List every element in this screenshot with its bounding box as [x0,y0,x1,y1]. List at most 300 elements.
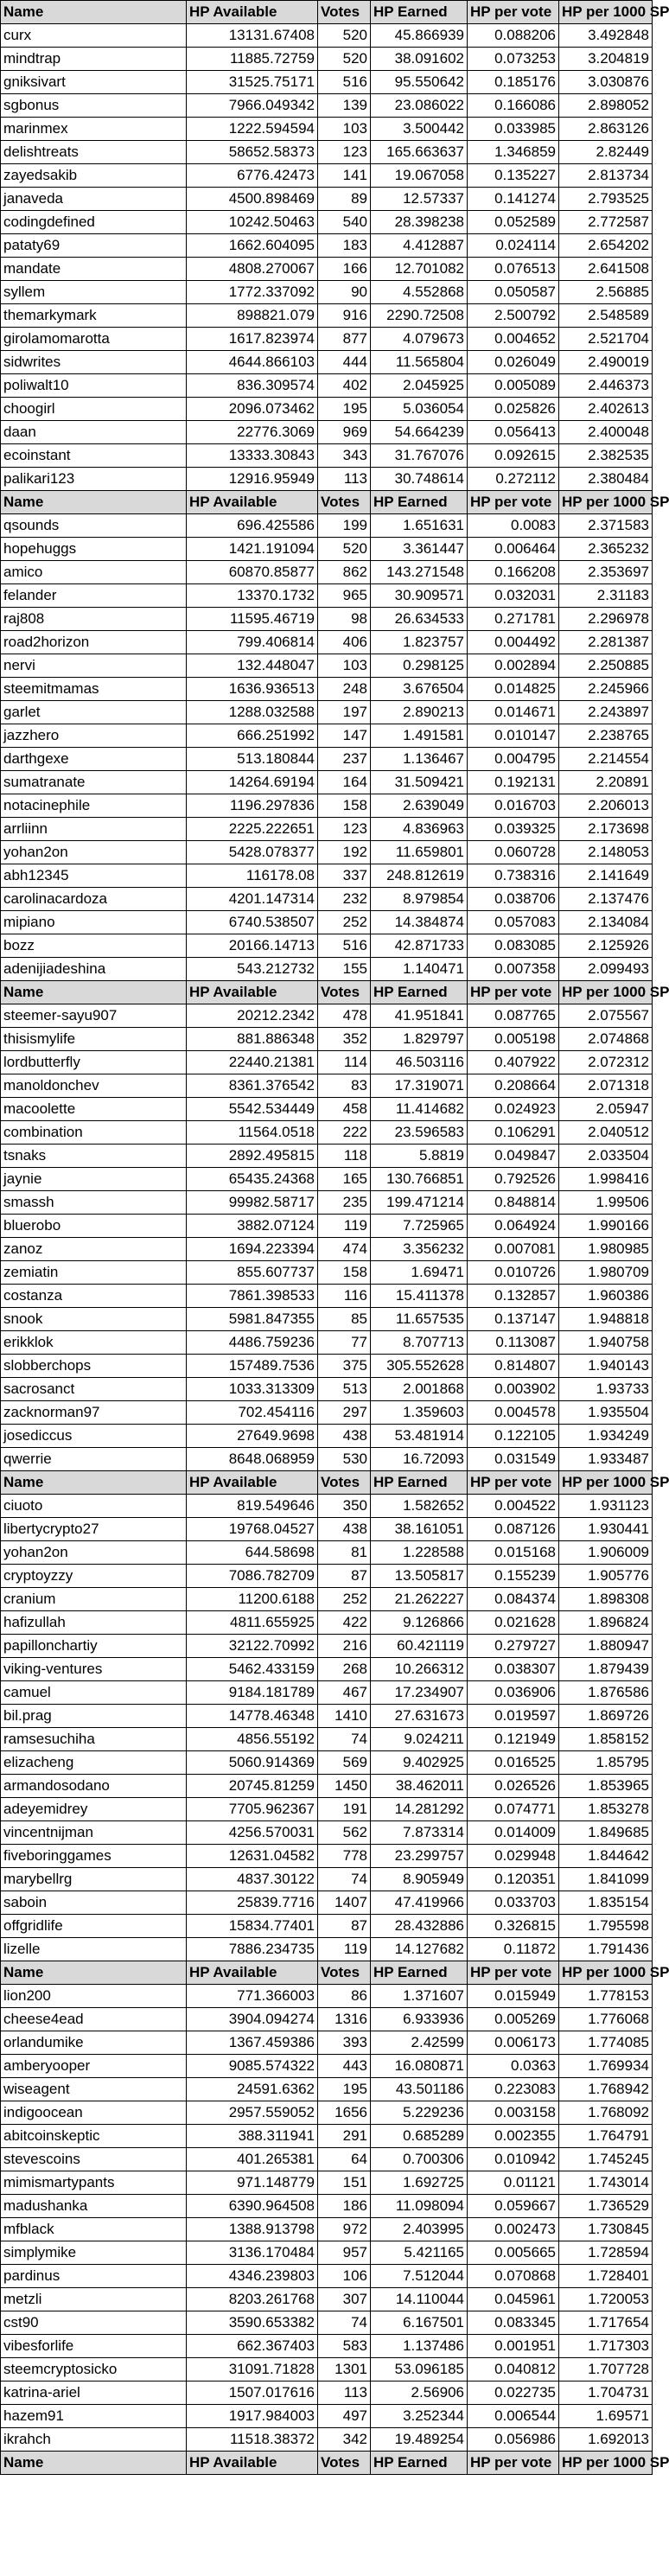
name-cell: poliwalt10 [1,374,187,398]
hp-earned-cell: 2.890213 [371,701,468,724]
hp-earned-cell: 13.505817 [371,1565,468,1588]
table-row [1,1285,653,1308]
hp-per-1000-sp-cell: 1.85795 [559,1751,653,1775]
hp-per-vote-cell: 0.033703 [468,1891,559,1915]
votes-cell: 307 [318,2288,371,2311]
hp-earned-cell: 14.127682 [371,1938,468,1961]
hp-earned-cell: 15.411378 [371,1285,468,1308]
hp-available-cell: 8203.261768 [187,2288,318,2311]
hp-earned-cell: 28.432886 [371,1915,468,1938]
name-cell: tsnaks [1,1145,187,1168]
hp-available-cell: 2957.559052 [187,2101,318,2125]
hp-earned-cell: 53.096185 [371,2358,468,2382]
hp-per-1000-sp-cell: 1.906009 [559,1541,653,1565]
hp-available-cell: 2096.073462 [187,398,318,421]
hp-available-cell: 12631.04582 [187,1845,318,1868]
hp-earned-cell: 38.091602 [371,48,468,71]
table-row [1,864,653,888]
hp-earned-cell: 16.080871 [371,2055,468,2078]
votes-cell: 118 [318,1145,371,1168]
name-cell: darthgexe [1,748,187,771]
hp-earned-cell: 130.766851 [371,1168,468,1191]
hp-per-vote-cell: 0.010147 [468,724,559,748]
hp-available-cell: 696.425586 [187,514,318,538]
votes-cell: 343 [318,444,371,468]
hp-earned-cell: 199.471214 [371,1191,468,1215]
hp-available-cell: 132.448047 [187,654,318,678]
hp-per-1000-sp-cell: 1.960386 [559,1285,653,1308]
votes-cell: 103 [318,654,371,678]
hp-per-1000-sp-cell: 1.935504 [559,1401,653,1425]
hp-earned-cell: 12.701082 [371,258,468,281]
name-cell: indigoocean [1,2101,187,2125]
hp-earned-cell: 2.639049 [371,794,468,818]
name-cell: ciuoto [1,1495,187,1518]
name-cell: ecoinstant [1,444,187,468]
votes-cell: 195 [318,2078,371,2101]
hp-earned-cell: 2290.72508 [371,304,468,328]
hp-available-cell: 3590.653382 [187,2311,318,2335]
hp-available-cell: 11518.38372 [187,2428,318,2452]
name-cell: adeyemidrey [1,1798,187,1821]
hp-available-cell: 1288.032588 [187,701,318,724]
column-header: HP Earned [371,1,468,24]
hp-per-vote-cell: 0.007358 [468,958,559,981]
hp-earned-cell: 7.512044 [371,2265,468,2288]
hp-earned-cell: 28.398238 [371,211,468,234]
hp-available-cell: 702.454116 [187,1401,318,1425]
table-row [1,561,653,584]
hp-earned-cell: 1.137486 [371,2335,468,2358]
hp-per-vote-cell: 0.002473 [468,2218,559,2241]
hp-per-vote-cell: 0.033985 [468,118,559,141]
hp-per-vote-cell: 0.088206 [468,24,559,48]
hp-per-1000-sp-cell: 1.858152 [559,1728,653,1751]
hp-earned-cell: 2.42599 [371,2031,468,2055]
votes-cell: 1450 [318,1775,371,1798]
table-row [1,1635,653,1658]
hp-per-vote-cell: 0.010726 [468,1261,559,1285]
hp-available-cell: 4856.55192 [187,1728,318,1751]
hp-available-cell: 58652.58373 [187,141,318,164]
votes-cell: 350 [318,1495,371,1518]
hp-earned-cell: 23.299757 [371,1845,468,1868]
hp-earned-cell: 4.079673 [371,328,468,351]
hp-available-cell: 24591.6362 [187,2078,318,2101]
hp-available-cell: 4346.239803 [187,2265,318,2288]
hp-earned-cell: 8.979854 [371,888,468,911]
votes-cell: 81 [318,1541,371,1565]
votes-cell: 540 [318,211,371,234]
votes-cell: 103 [318,118,371,141]
votes-cell: 158 [318,1261,371,1285]
hp-per-vote-cell: 0.113087 [468,1331,559,1355]
votes-cell: 166 [318,258,371,281]
column-header: HP per vote [468,1961,559,1985]
table-row [1,281,653,304]
hp-per-1000-sp-cell: 1.745245 [559,2148,653,2171]
hp-available-cell: 3136.170484 [187,2241,318,2265]
table-row [1,468,653,491]
hp-available-cell: 7086.782709 [187,1565,318,1588]
table-row [1,1051,653,1074]
hp-per-1000-sp-cell: 1.743014 [559,2171,653,2195]
hp-earned-cell: 17.234907 [371,1681,468,1705]
hp-per-1000-sp-cell: 1.980985 [559,1238,653,1261]
hp-available-cell: 5428.078377 [187,841,318,864]
votes-cell: 192 [318,841,371,864]
name-cell: lordbutterfly [1,1051,187,1074]
votes-cell: 352 [318,1028,371,1051]
name-cell: hazem91 [1,2405,187,2428]
name-cell: josediccus [1,1425,187,1448]
name-cell: road2horizon [1,631,187,654]
hp-available-cell: 31091.71828 [187,2358,318,2382]
hp-earned-cell: 31.509421 [371,771,468,794]
votes-cell: 778 [318,1845,371,1868]
table-row [1,1985,653,2008]
table-row [1,1798,653,1821]
hp-per-1000-sp-cell: 1.720053 [559,2288,653,2311]
hp-earned-cell: 5.036054 [371,398,468,421]
name-cell: jazzhero [1,724,187,748]
hp-available-cell: 2225.222651 [187,818,318,841]
table-row [1,2055,653,2078]
votes-cell: 916 [318,304,371,328]
hp-per-vote-cell: 0.040812 [468,2358,559,2382]
name-cell: felander [1,584,187,608]
column-header: HP per 1000 SP [559,2452,653,2475]
hp-per-1000-sp-cell: 2.813734 [559,164,653,188]
votes-cell: 74 [318,1728,371,1751]
hp-earned-cell: 42.871733 [371,934,468,958]
hp-per-vote-cell: 0.003902 [468,1378,559,1401]
hp-earned-cell: 6.933936 [371,2008,468,2031]
name-cell: simplymike [1,2241,187,2265]
table-row [1,304,653,328]
table-row [1,958,653,981]
table-row [1,2358,653,2382]
votes-cell: 444 [318,351,371,374]
hp-available-cell: 799.406814 [187,631,318,654]
hp-per-vote-cell: 0.122105 [468,1425,559,1448]
hp-earned-cell: 14.281292 [371,1798,468,1821]
hp-per-1000-sp-cell: 1.998416 [559,1168,653,1191]
hp-per-1000-sp-cell: 1.717654 [559,2311,653,2335]
hp-per-1000-sp-cell: 2.400048 [559,421,653,444]
hp-earned-cell: 31.767076 [371,444,468,468]
hp-available-cell: 13131.67408 [187,24,318,48]
table-row [1,188,653,211]
hp-available-cell: 15834.77401 [187,1915,318,1938]
hp-per-1000-sp-cell: 1.898308 [559,1588,653,1611]
table-row [1,1191,653,1215]
votes-cell: 342 [318,2428,371,2452]
hp-available-cell: 819.549646 [187,1495,318,1518]
name-cell: hafizullah [1,1611,187,1635]
hp-earned-cell: 23.086022 [371,94,468,118]
votes-cell: 139 [318,94,371,118]
hp-available-cell: 1917.984003 [187,2405,318,2428]
hp-available-cell: 5462.433159 [187,1658,318,1681]
hp-available-cell: 971.148779 [187,2171,318,2195]
header-row [1,2452,653,2475]
table-row [1,1565,653,1588]
column-header: HP per 1000 SP [559,491,653,514]
hp-available-cell: 13370.1732 [187,584,318,608]
hp-per-1000-sp-cell: 2.548589 [559,304,653,328]
name-cell: fiveboringgames [1,1845,187,1868]
column-header: HP Earned [371,1961,468,1985]
hp-per-1000-sp-cell: 1.769934 [559,2055,653,2078]
column-header: Name [1,2452,187,2475]
header-row [1,981,653,1004]
hp-available-cell: 771.366003 [187,1985,318,2008]
table-row [1,584,653,608]
hp-earned-cell: 16.72093 [371,1448,468,1471]
hp-available-cell: 2892.495815 [187,1145,318,1168]
hp-earned-cell: 41.951841 [371,1004,468,1028]
hp-available-cell: 6776.42473 [187,164,318,188]
hp-earned-cell: 1.823757 [371,631,468,654]
hp-per-vote-cell: 0.003158 [468,2101,559,2125]
hp-per-1000-sp-cell: 1.940143 [559,1355,653,1378]
hp-per-1000-sp-cell: 2.238765 [559,724,653,748]
hp-per-vote-cell: 0.106291 [468,1121,559,1145]
hp-per-vote-cell: 0.049847 [468,1145,559,1168]
name-cell: macoolette [1,1098,187,1121]
votes-cell: 530 [318,1448,371,1471]
column-header: HP Available [187,1,318,24]
name-cell: bozz [1,934,187,958]
hp-earned-cell: 4.836963 [371,818,468,841]
table-row [1,328,653,351]
hp-per-1000-sp-cell: 2.250885 [559,654,653,678]
hp-per-vote-cell: 0.076513 [468,258,559,281]
table-row [1,888,653,911]
name-cell: codingdefined [1,211,187,234]
name-cell: amberyooper [1,2055,187,2078]
table-row [1,654,653,678]
column-header: HP Available [187,1471,318,1495]
hp-per-1000-sp-cell: 2.243897 [559,701,653,724]
hp-available-cell: 4500.898469 [187,188,318,211]
hp-earned-cell: 1.829797 [371,1028,468,1051]
hp-per-vote-cell: 1.346859 [468,141,559,164]
hp-available-cell: 60870.85877 [187,561,318,584]
hp-per-vote-cell: 0.166086 [468,94,559,118]
hp-earned-cell: 0.700306 [371,2148,468,2171]
hp-earned-cell: 0.685289 [371,2125,468,2148]
table-row [1,2125,653,2148]
table-row [1,2405,653,2428]
hp-available-cell: 898821.079 [187,304,318,328]
hp-earned-cell: 5.8819 [371,1145,468,1168]
leaderboard-body [1,1,669,2475]
hp-per-1000-sp-cell: 2.05947 [559,1098,653,1121]
hp-earned-cell: 143.271548 [371,561,468,584]
column-header: HP per 1000 SP [559,1471,653,1495]
name-cell: syllem [1,281,187,304]
name-cell: zacknorman97 [1,1401,187,1425]
hp-earned-cell: 8.707713 [371,1331,468,1355]
hp-earned-cell: 54.664239 [371,421,468,444]
votes-cell: 393 [318,2031,371,2055]
hp-available-cell: 22776.3069 [187,421,318,444]
votes-cell: 877 [318,328,371,351]
name-cell: mandate [1,258,187,281]
column-header: HP Available [187,491,318,514]
hp-per-vote-cell: 0.120351 [468,1868,559,1891]
hp-per-vote-cell: 0.087126 [468,1518,559,1541]
hp-available-cell: 4811.655925 [187,1611,318,1635]
hp-per-vote-cell: 0.005089 [468,374,559,398]
hp-per-vote-cell: 0.024923 [468,1098,559,1121]
column-header: HP Earned [371,491,468,514]
hp-earned-cell: 3.676504 [371,678,468,701]
table-row [1,1145,653,1168]
hp-available-cell: 22440.21381 [187,1051,318,1074]
hp-per-1000-sp-cell: 2.446373 [559,374,653,398]
table-row [1,2311,653,2335]
votes-cell: 1316 [318,2008,371,2031]
hp-available-cell: 20745.81259 [187,1775,318,1798]
name-cell: snook [1,1308,187,1331]
hp-per-vote-cell: 0.026049 [468,351,559,374]
votes-cell: 222 [318,1121,371,1145]
hp-per-vote-cell: 0.052589 [468,211,559,234]
hp-per-1000-sp-cell: 2.793525 [559,188,653,211]
votes-cell: 252 [318,1588,371,1611]
hp-available-cell: 1421.191094 [187,538,318,561]
hp-earned-cell: 0.298125 [371,654,468,678]
votes-cell: 164 [318,771,371,794]
hp-available-cell: 12916.95949 [187,468,318,491]
hp-per-1000-sp-cell: 1.948818 [559,1308,653,1331]
hp-per-1000-sp-cell: 1.849685 [559,1821,653,1845]
table-row [1,1261,653,1285]
hp-per-vote-cell: 2.500792 [468,304,559,328]
hp-per-1000-sp-cell: 1.933487 [559,1448,653,1471]
name-cell: cheese4ead [1,2008,187,2031]
votes-cell: 113 [318,2382,371,2405]
hp-per-1000-sp-cell: 2.099493 [559,958,653,981]
hp-per-vote-cell: 0.006544 [468,2405,559,2428]
name-cell: wiseagent [1,2078,187,2101]
hp-per-1000-sp-cell: 2.214554 [559,748,653,771]
name-cell: slobberchops [1,1355,187,1378]
column-header: HP per vote [468,2452,559,2475]
hp-per-vote-cell: 0.060728 [468,841,559,864]
table-row [1,1681,653,1705]
column-header: HP Available [187,981,318,1004]
name-cell: curx [1,24,187,48]
column-header: HP per vote [468,1471,559,1495]
name-cell: abh12345 [1,864,187,888]
name-cell: palikari123 [1,468,187,491]
name-cell: sgbonus [1,94,187,118]
hp-per-vote-cell: 0.029948 [468,1845,559,1868]
hp-earned-cell: 2.403995 [371,2218,468,2241]
table-row [1,421,653,444]
hp-earned-cell: 5.229236 [371,2101,468,2125]
hp-per-1000-sp-cell: 3.030876 [559,71,653,94]
votes-cell: 141 [318,164,371,188]
hp-per-vote-cell: 0.014671 [468,701,559,724]
hp-earned-cell: 1.651631 [371,514,468,538]
hp-earned-cell: 14.110044 [371,2288,468,2311]
name-cell: steemitmamas [1,678,187,701]
hp-per-1000-sp-cell: 1.93733 [559,1378,653,1401]
votes-cell: 119 [318,1938,371,1961]
table-row [1,118,653,141]
name-cell: mimismartypants [1,2171,187,2195]
header-row [1,491,653,514]
name-cell: carolinacardoza [1,888,187,911]
votes-cell: 87 [318,1565,371,1588]
table-row [1,818,653,841]
votes-cell: 1410 [318,1705,371,1728]
votes-cell: 297 [318,1401,371,1425]
hp-per-vote-cell: 0.005269 [468,2008,559,2031]
votes-cell: 467 [318,1681,371,1705]
hp-per-1000-sp-cell: 1.896824 [559,1611,653,1635]
table-row [1,1238,653,1261]
votes-cell: 119 [318,1215,371,1238]
votes-cell: 1656 [318,2101,371,2125]
table-row [1,71,653,94]
table-row [1,608,653,631]
hp-earned-cell: 1.491581 [371,724,468,748]
hp-available-cell: 1636.936513 [187,678,318,701]
table-row [1,211,653,234]
votes-cell: 520 [318,48,371,71]
hp-earned-cell: 30.909571 [371,584,468,608]
column-header: HP per 1000 SP [559,1,653,24]
table-row [1,748,653,771]
hp-available-cell: 4256.570031 [187,1821,318,1845]
hp-available-cell: 7886.234735 [187,1938,318,1961]
votes-cell: 151 [318,2171,371,2195]
hp-per-vote-cell: 0.135227 [468,164,559,188]
votes-cell: 186 [318,2195,371,2218]
table-row [1,1658,653,1681]
table-row [1,1891,653,1915]
hp-available-cell: 1367.459386 [187,2031,318,2055]
table-row [1,911,653,934]
table-row [1,1938,653,1961]
votes-cell: 248 [318,678,371,701]
votes-cell: 74 [318,1868,371,1891]
hp-earned-cell: 1.136467 [371,748,468,771]
hp-per-vote-cell: 0.039325 [468,818,559,841]
hp-per-vote-cell: 0.074771 [468,1798,559,1821]
hp-per-vote-cell: 0.025826 [468,398,559,421]
name-cell: notacinephile [1,794,187,818]
name-cell: katrina-ariel [1,2382,187,2405]
table-row [1,141,653,164]
column-header: Votes [318,491,371,514]
name-cell: steemcryptosicko [1,2358,187,2382]
column-header: Votes [318,981,371,1004]
name-cell: costanza [1,1285,187,1308]
table-row [1,374,653,398]
hp-per-vote-cell: 0.005665 [468,2241,559,2265]
name-cell: yohan2on [1,841,187,864]
hp-per-vote-cell: 0.083345 [468,2311,559,2335]
hp-available-cell: 20166.14713 [187,934,318,958]
hp-available-cell: 5060.914369 [187,1751,318,1775]
